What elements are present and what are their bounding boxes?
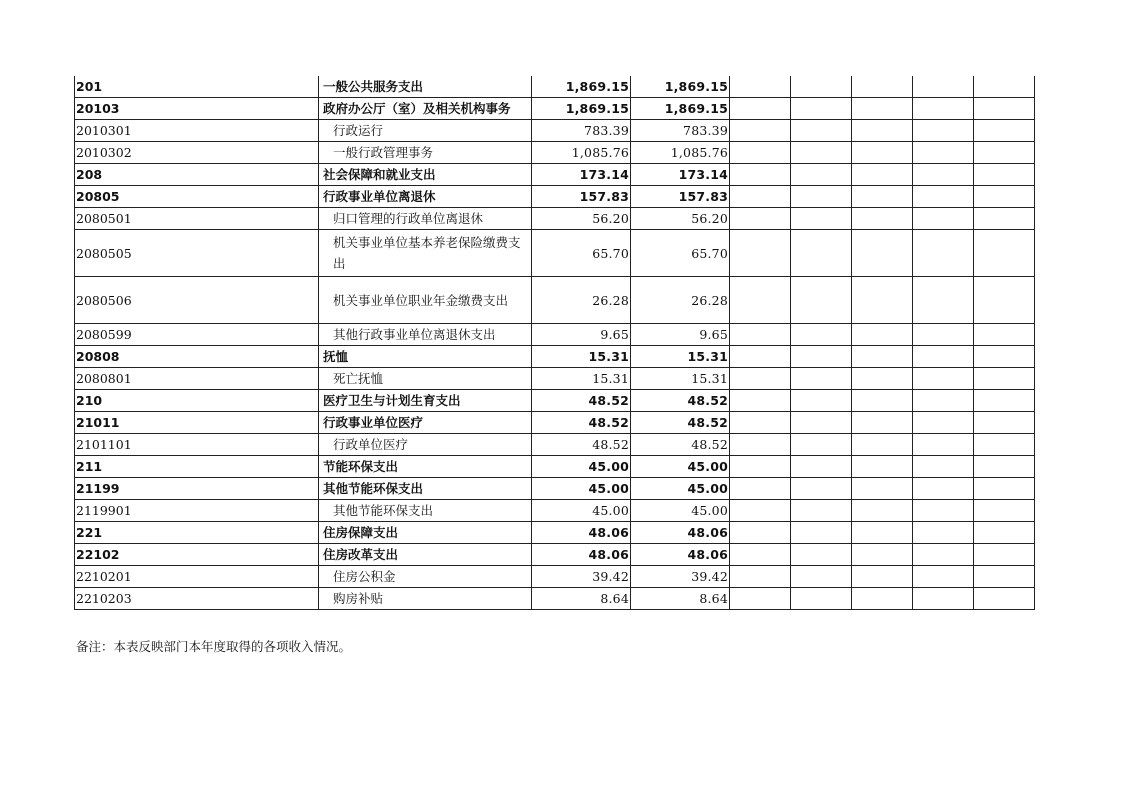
subject-name-cell: 住房保障支出 — [319, 522, 532, 544]
empty-cell — [913, 566, 974, 588]
empty-cell — [974, 588, 1035, 610]
empty-cell — [852, 142, 913, 164]
subject-name-cell: 行政单位医疗 — [319, 434, 532, 456]
empty-cell — [730, 164, 791, 186]
subject-name-cell: 政府办公厅（室）及相关机构事务 — [319, 98, 532, 120]
fiscal-amount-cell: 48.52 — [631, 412, 730, 434]
empty-cell — [974, 186, 1035, 208]
table-row — [75, 186, 1035, 208]
total-amount-cell: 15.31 — [532, 368, 631, 390]
subject-name-cell: 行政事业单位离退休 — [319, 186, 532, 208]
subject-code-cell: 2080501 — [75, 208, 319, 230]
empty-cell — [791, 76, 852, 98]
empty-cell — [913, 522, 974, 544]
subject-code-cell: 21011 — [75, 412, 319, 434]
empty-cell — [852, 544, 913, 566]
subject-code-cell: 2101101 — [75, 434, 319, 456]
subject-code-cell: 201 — [75, 76, 319, 98]
subject-code-cell: 22102 — [75, 544, 319, 566]
empty-cell — [791, 544, 852, 566]
empty-cell — [852, 412, 913, 434]
fiscal-amount-cell: 15.31 — [631, 368, 730, 390]
empty-cell — [730, 434, 791, 456]
subject-name-cell: 社会保障和就业支出 — [319, 164, 532, 186]
empty-cell — [913, 456, 974, 478]
subject-code-cell: 20103 — [75, 98, 319, 120]
total-amount-cell: 26.28 — [532, 277, 631, 324]
empty-cell — [913, 186, 974, 208]
table-row — [75, 164, 1035, 186]
empty-cell — [730, 588, 791, 610]
total-amount-cell: 1,085.76 — [532, 142, 631, 164]
empty-cell — [730, 412, 791, 434]
subject-name-cell: 归口管理的行政单位离退休 — [319, 208, 532, 230]
empty-cell — [852, 277, 913, 324]
empty-cell — [852, 76, 913, 98]
empty-cell — [974, 164, 1035, 186]
empty-cell — [913, 478, 974, 500]
table-row — [75, 412, 1035, 434]
empty-cell — [730, 346, 791, 368]
empty-cell — [974, 456, 1035, 478]
table-row — [75, 208, 1035, 230]
empty-cell — [852, 324, 913, 346]
fiscal-amount-cell: 26.28 — [631, 277, 730, 324]
table-row — [75, 522, 1035, 544]
table-row — [75, 478, 1035, 500]
empty-cell — [730, 368, 791, 390]
total-amount-cell: 173.14 — [532, 164, 631, 186]
empty-cell — [852, 390, 913, 412]
total-amount-cell: 65.70 — [532, 230, 631, 277]
fiscal-amount-cell: 1,869.15 — [631, 76, 730, 98]
empty-cell — [913, 434, 974, 456]
empty-cell — [913, 500, 974, 522]
subject-name-cell: 一般行政管理事务 — [319, 142, 532, 164]
empty-cell — [974, 142, 1035, 164]
empty-cell — [791, 142, 852, 164]
table-row — [75, 230, 1035, 277]
empty-cell — [730, 120, 791, 142]
subject-code-cell: 2080599 — [75, 324, 319, 346]
empty-cell — [974, 478, 1035, 500]
fiscal-amount-cell: 1,869.15 — [631, 98, 730, 120]
empty-cell — [974, 500, 1035, 522]
fiscal-amount-cell: 48.06 — [631, 522, 730, 544]
fiscal-amount-cell: 9.65 — [631, 324, 730, 346]
empty-cell — [730, 76, 791, 98]
total-amount-cell: 1,869.15 — [532, 98, 631, 120]
total-amount-cell: 56.20 — [532, 208, 631, 230]
empty-cell — [974, 566, 1035, 588]
empty-cell — [791, 120, 852, 142]
empty-cell — [852, 186, 913, 208]
empty-cell — [730, 324, 791, 346]
table-row — [75, 588, 1035, 610]
table-row — [75, 456, 1035, 478]
total-amount-cell: 8.64 — [532, 588, 631, 610]
empty-cell — [852, 478, 913, 500]
subject-name-cell: 购房补贴 — [319, 588, 532, 610]
subject-name-cell: 行政运行 — [319, 120, 532, 142]
empty-cell — [852, 456, 913, 478]
fiscal-amount-cell: 173.14 — [631, 164, 730, 186]
table-row — [75, 368, 1035, 390]
empty-cell — [791, 230, 852, 277]
fiscal-amount-cell: 65.70 — [631, 230, 730, 277]
subject-code-cell: 2210203 — [75, 588, 319, 610]
empty-cell — [791, 164, 852, 186]
fiscal-amount-cell: 157.83 — [631, 186, 730, 208]
table-row — [75, 434, 1035, 456]
empty-cell — [913, 588, 974, 610]
subject-code-cell: 2119901 — [75, 500, 319, 522]
table-row — [75, 346, 1035, 368]
empty-cell — [791, 390, 852, 412]
total-amount-cell: 48.52 — [532, 434, 631, 456]
empty-cell — [852, 346, 913, 368]
empty-cell — [730, 522, 791, 544]
total-amount-cell: 48.52 — [532, 390, 631, 412]
empty-cell — [913, 120, 974, 142]
empty-cell — [852, 368, 913, 390]
empty-cell — [791, 588, 852, 610]
fiscal-amount-cell: 15.31 — [631, 346, 730, 368]
empty-cell — [852, 522, 913, 544]
total-amount-cell: 15.31 — [532, 346, 631, 368]
empty-cell — [791, 324, 852, 346]
fiscal-amount-cell: 48.52 — [631, 390, 730, 412]
empty-cell — [730, 544, 791, 566]
subject-code-cell: 2080505 — [75, 230, 319, 277]
subject-code-cell: 20808 — [75, 346, 319, 368]
empty-cell — [913, 98, 974, 120]
empty-cell — [913, 164, 974, 186]
empty-cell — [974, 522, 1035, 544]
empty-cell — [730, 456, 791, 478]
subject-code-cell: 221 — [75, 522, 319, 544]
budget-table — [74, 76, 1035, 610]
table-row — [75, 142, 1035, 164]
total-amount-cell: 45.00 — [532, 500, 631, 522]
subject-name-cell: 机关事业单位职业年金缴费支出 — [319, 277, 532, 324]
empty-cell — [913, 277, 974, 324]
empty-cell — [913, 142, 974, 164]
empty-cell — [913, 544, 974, 566]
fiscal-amount-cell: 8.64 — [631, 588, 730, 610]
subject-name-cell: 其他行政事业单位离退休支出 — [319, 324, 532, 346]
subject-name-cell: 行政事业单位医疗 — [319, 412, 532, 434]
empty-cell — [852, 434, 913, 456]
empty-cell — [791, 412, 852, 434]
table-row — [75, 566, 1035, 588]
table-row — [75, 500, 1035, 522]
subject-name-cell: 其他节能环保支出 — [319, 478, 532, 500]
table-row — [75, 544, 1035, 566]
empty-cell — [913, 324, 974, 346]
total-amount-cell: 45.00 — [532, 478, 631, 500]
total-amount-cell: 48.52 — [532, 412, 631, 434]
empty-cell — [791, 186, 852, 208]
empty-cell — [791, 566, 852, 588]
empty-cell — [852, 208, 913, 230]
fiscal-amount-cell: 56.20 — [631, 208, 730, 230]
subject-code-cell: 210 — [75, 390, 319, 412]
empty-cell — [730, 277, 791, 324]
empty-cell — [852, 588, 913, 610]
total-amount-cell: 783.39 — [532, 120, 631, 142]
empty-cell — [791, 277, 852, 324]
total-amount-cell: 39.42 — [532, 566, 631, 588]
subject-code-cell: 21199 — [75, 478, 319, 500]
empty-cell — [852, 500, 913, 522]
subject-code-cell: 208 — [75, 164, 319, 186]
subject-name-cell: 住房公积金 — [319, 566, 532, 588]
empty-cell — [791, 368, 852, 390]
fiscal-amount-cell: 48.06 — [631, 544, 730, 566]
empty-cell — [730, 142, 791, 164]
fiscal-amount-cell: 1,085.76 — [631, 142, 730, 164]
empty-cell — [730, 566, 791, 588]
total-amount-cell: 48.06 — [532, 544, 631, 566]
subject-code-cell: 2010301 — [75, 120, 319, 142]
fiscal-amount-cell: 45.00 — [631, 478, 730, 500]
empty-cell — [730, 208, 791, 230]
empty-cell — [913, 208, 974, 230]
subject-name-cell: 机关事业单位基本养老保险缴费支出 — [319, 230, 532, 277]
empty-cell — [852, 120, 913, 142]
empty-cell — [974, 390, 1035, 412]
total-amount-cell: 9.65 — [532, 324, 631, 346]
total-amount-cell: 48.06 — [532, 522, 631, 544]
empty-cell — [791, 346, 852, 368]
subject-name-cell: 其他节能环保支出 — [319, 500, 532, 522]
empty-cell — [852, 230, 913, 277]
subject-code-cell: 20805 — [75, 186, 319, 208]
table-row — [75, 76, 1035, 98]
subject-name-cell: 一般公共服务支出 — [319, 76, 532, 98]
empty-cell — [974, 120, 1035, 142]
empty-cell — [974, 98, 1035, 120]
empty-cell — [974, 368, 1035, 390]
empty-cell — [913, 412, 974, 434]
empty-cell — [974, 346, 1035, 368]
subject-code-cell: 2080801 — [75, 368, 319, 390]
empty-cell — [913, 368, 974, 390]
empty-cell — [730, 500, 791, 522]
fiscal-amount-cell: 48.52 — [631, 434, 730, 456]
empty-cell — [974, 277, 1035, 324]
empty-cell — [791, 98, 852, 120]
subject-name-cell: 住房改革支出 — [319, 544, 532, 566]
empty-cell — [913, 390, 974, 412]
fiscal-amount-cell: 39.42 — [631, 566, 730, 588]
subject-code-cell: 2010302 — [75, 142, 319, 164]
total-amount-cell: 1,869.15 — [532, 76, 631, 98]
total-amount-cell: 157.83 — [532, 186, 631, 208]
budget-table-body — [75, 76, 1035, 610]
empty-cell — [730, 230, 791, 277]
empty-cell — [791, 456, 852, 478]
total-amount-cell: 45.00 — [532, 456, 631, 478]
table-row — [75, 324, 1035, 346]
empty-cell — [974, 434, 1035, 456]
empty-cell — [791, 434, 852, 456]
empty-cell — [730, 186, 791, 208]
empty-cell — [913, 346, 974, 368]
empty-cell — [974, 208, 1035, 230]
empty-cell — [791, 208, 852, 230]
fiscal-amount-cell: 45.00 — [631, 456, 730, 478]
subject-code-cell: 2210201 — [75, 566, 319, 588]
fiscal-amount-cell: 45.00 — [631, 500, 730, 522]
empty-cell — [852, 164, 913, 186]
empty-cell — [791, 478, 852, 500]
empty-cell — [974, 412, 1035, 434]
fiscal-amount-cell: 783.39 — [631, 120, 730, 142]
empty-cell — [730, 98, 791, 120]
empty-cell — [791, 500, 852, 522]
empty-cell — [974, 230, 1035, 277]
subject-code-cell: 2080506 — [75, 277, 319, 324]
table-row — [75, 120, 1035, 142]
table-row — [75, 277, 1035, 324]
subject-name-cell: 抚恤 — [319, 346, 532, 368]
empty-cell — [974, 544, 1035, 566]
table-row — [75, 98, 1035, 120]
empty-cell — [913, 230, 974, 277]
empty-cell — [852, 98, 913, 120]
subject-name-cell: 节能环保支出 — [319, 456, 532, 478]
empty-cell — [791, 522, 852, 544]
empty-cell — [852, 566, 913, 588]
empty-cell — [730, 478, 791, 500]
table-row — [75, 390, 1035, 412]
empty-cell — [974, 76, 1035, 98]
table-note: 备注：本表反映部门本年度取得的各项收入情况。 — [76, 639, 352, 654]
empty-cell — [974, 324, 1035, 346]
subject-name-cell: 医疗卫生与计划生育支出 — [319, 390, 532, 412]
subject-name-cell: 死亡抚恤 — [319, 368, 532, 390]
empty-cell — [913, 76, 974, 98]
subject-code-cell: 211 — [75, 456, 319, 478]
empty-cell — [730, 390, 791, 412]
